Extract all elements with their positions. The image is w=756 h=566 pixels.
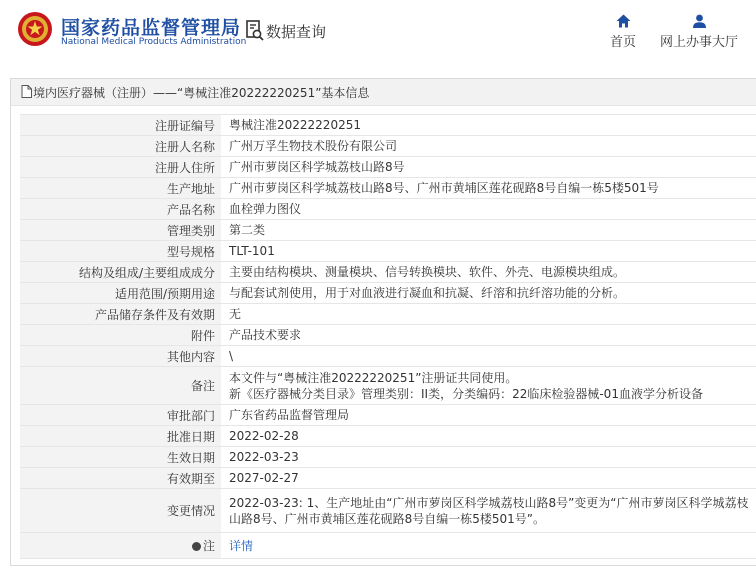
row-label: 注册证编号 (20, 115, 221, 136)
row-value: 广州市萝岗区科学城荔枝山路8号 (221, 157, 756, 178)
row-label: 审批部门 (20, 405, 221, 426)
note-label: 注 (202, 539, 215, 553)
row-label: 管理类别 (20, 220, 221, 241)
table-row (20, 468, 756, 489)
note-label-cell (20, 533, 221, 559)
row-label: 注册人住所 (20, 157, 221, 178)
document-icon (21, 85, 32, 98)
row-label: 批准日期 (20, 426, 221, 447)
row-label: 其他内容 (20, 346, 221, 367)
row-value: \ (221, 346, 756, 367)
row-value: 第二类 (221, 220, 756, 241)
nav-home[interactable] (604, 14, 642, 50)
row-value: 血栓弹力图仪 (221, 199, 756, 220)
row-label: 型号规格 (20, 241, 221, 262)
row-label: 适用范围/预期用途 (20, 283, 221, 304)
table-row (20, 447, 756, 468)
note-value (221, 533, 756, 559)
registration-info-table (20, 114, 756, 559)
row-label: 产品名称 (20, 199, 221, 220)
row-value (221, 367, 756, 405)
data-query-link[interactable]: 数据查询 (266, 23, 327, 41)
table-row (20, 405, 756, 426)
row-value: 2022-03-23: 1、生产地址由“广州市萝岗区科学城荔枝山路8号”变更为“广州市萝岗区科学城荔枝山路8号、广州市黄埔区莲花砚路8号自编一栋5楼501号”。 (221, 489, 756, 533)
row-value: 广州万孚生物技术股份有限公司 (221, 136, 756, 157)
row-label: 注册人名称 (20, 136, 221, 157)
detail-panel (10, 78, 756, 566)
site-subtitle: National Medical Products Administration (61, 37, 247, 47)
table-row (20, 489, 756, 533)
row-label: 备注 (20, 367, 221, 405)
site-header (0, 0, 756, 70)
row-value: 广州市萝岗区科学城荔枝山路8号、广州市黄埔区莲花砚路8号自编一栋5楼501号 (221, 178, 756, 199)
table-row (20, 367, 756, 405)
national-emblem-icon (17, 10, 53, 48)
row-value: 2022-03-23 (221, 447, 756, 468)
table-row (20, 136, 756, 157)
table-row (20, 178, 756, 199)
row-label: 变更情况 (20, 489, 221, 533)
row-value: TLT-101 (221, 241, 756, 262)
home-icon (616, 14, 631, 28)
breadcrumb: 境内医疗器械（注册）——“粤械注准20222220251”基本信息 (33, 86, 370, 100)
user-icon (692, 14, 707, 28)
table-row (20, 199, 756, 220)
row-label: 结构及组成/主要组成成分 (20, 262, 221, 283)
panel-header (11, 79, 756, 106)
row-label: 附件 (20, 325, 221, 346)
row-label: 有效期至 (20, 468, 221, 489)
table-row (20, 157, 756, 178)
site-title[interactable]: 国家药品监督管理局 (61, 17, 242, 39)
table-row (20, 241, 756, 262)
lightbulb-icon (192, 542, 201, 551)
nav-online-office[interactable] (656, 14, 742, 50)
row-value: 产品技术要求 (221, 325, 756, 346)
row-value: 粤械注准20222220251 (221, 115, 756, 136)
nav-home-label: 首页 (609, 35, 636, 50)
table-row (20, 325, 756, 346)
details-link[interactable]: 详情 (229, 538, 254, 553)
row-value: 与配套试剂使用，用于对血液进行凝血和抗凝、纤溶和抗纤溶功能的分析。 (221, 283, 756, 304)
row-label: 产品储存条件及有效期 (20, 304, 221, 325)
row-label: 生产地址 (20, 178, 221, 199)
data-query-icon[interactable] (245, 20, 265, 42)
table-row (20, 220, 756, 241)
table-row (20, 304, 756, 325)
row-value: 2022-02-28 (221, 426, 756, 447)
table-row (20, 262, 756, 283)
row-value: 主要由结构模块、测量模块、信号转换模块、软件、外壳、电源模块组成。 (221, 262, 756, 283)
remark-line-1: 本文件与“粤械注准20222220251”注册证共同使用。 (229, 370, 518, 385)
row-value: 2027-02-27 (221, 468, 756, 489)
row-value: 无 (221, 304, 756, 325)
table-row (20, 346, 756, 367)
table-row (20, 115, 756, 136)
table-row (20, 426, 756, 447)
table-row (20, 283, 756, 304)
table-row (20, 533, 756, 559)
row-value: 广东省药品监督管理局 (221, 405, 756, 426)
row-label: 生效日期 (20, 447, 221, 468)
remark-line-2: 新《医疗器械分类目录》管理类别：II类，分类编码：22临床检验器械-01血液学分析设备 (229, 386, 703, 401)
nav-online-office-label: 网上办事大厅 (659, 35, 738, 50)
